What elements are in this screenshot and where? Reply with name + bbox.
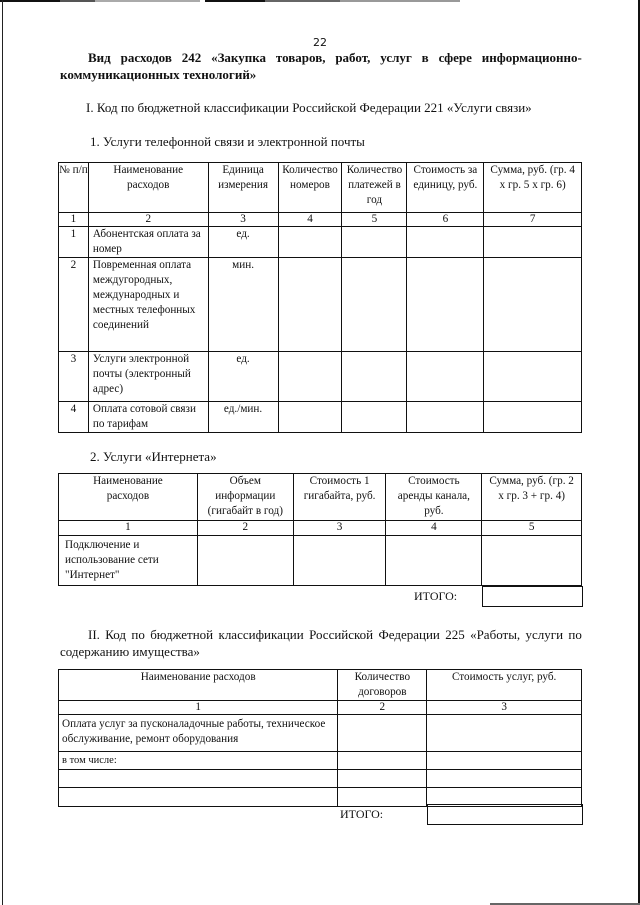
column-number: 1 [59,701,338,715]
cell-channel-rent[interactable] [386,536,482,586]
table-header-row [59,474,582,521]
cell-sum[interactable] [484,258,582,352]
row-name: Повременная оплата междугородных, международных и местных телефонных соединений [88,258,208,352]
column-number: 4 [386,521,482,536]
cell-unit-cost[interactable] [407,352,484,402]
row-number: 4 [59,402,89,433]
title-word: в [421,50,429,65]
row-name: Оплата услуг за пусконаладочные работы, техническое обслуживание, ремонт оборудования [59,715,338,752]
title-word: услуг [380,50,412,65]
cell-sum[interactable] [484,402,582,433]
table-row [59,536,582,586]
column-header: Стоимость 1 гигабайта, руб. [293,474,386,521]
column-number-row [59,521,582,536]
cell-volume[interactable] [197,536,293,586]
cell-sum[interactable] [482,536,582,586]
row-name: Абонентская оплата за номер [88,227,208,258]
table-header-row [59,163,582,213]
cell-unit-cost[interactable] [407,227,484,258]
column-header: Сумма, руб. (гр. 4 х гр. 5 х гр. 6) [484,163,582,213]
heading-word: Код [105,627,127,642]
table-row [59,258,582,352]
cell-count-numbers[interactable] [278,258,342,352]
column-header: Стоимость услуг, руб. [427,670,582,701]
table-header-row [59,670,582,701]
cell-count-numbers[interactable] [278,352,342,402]
column-number-row [59,701,582,715]
table-row [59,402,582,433]
table-row [59,715,582,752]
cell-sum[interactable] [484,352,582,402]
table-row [59,352,582,402]
telephone-email-table [58,162,582,433]
document-title [60,49,582,83]
cell-payments-per-year[interactable] [342,352,407,402]
column-header: Количество платежей в год [342,163,407,213]
cell-contracts-count[interactable] [338,788,427,807]
column-number: 2 [197,521,293,536]
column-number-row [59,213,582,227]
cell-contracts-count[interactable] [338,715,427,752]
column-number: 1 [59,521,198,536]
property-maintenance-table [58,669,582,807]
title-word: расходов [120,50,172,65]
column-header: № п/п [59,163,89,213]
table-row [59,227,582,258]
column-header: Объем информации (гигабайт в год) [197,474,293,521]
row-name[interactable] [59,770,338,788]
row-unit: мин. [208,258,278,352]
table-row [59,752,582,770]
column-number: 3 [208,213,278,227]
row-number: 2 [59,258,89,352]
title-word: товаров, [275,50,326,65]
row-name: Услуги электронной почты (электронный адрес) [88,352,208,402]
column-header: Стоимость аренды канала, руб. [386,474,482,521]
heading-word: бюджетной [150,627,214,642]
title-line-2: коммуникационных технологий» [60,67,257,82]
cell-payments-per-year[interactable] [342,258,407,352]
column-number: 7 [484,213,582,227]
cell-services-cost[interactable] [427,715,582,752]
row-unit: ед. [208,227,278,258]
heading-word: классификации [218,627,304,642]
column-number: 5 [342,213,407,227]
column-number: 2 [88,213,208,227]
cell-payments-per-year[interactable] [342,227,407,258]
title-word: работ, [335,50,371,65]
title-line-1 [60,49,582,66]
column-header: Количество номеров [278,163,342,213]
column-number: 6 [407,213,484,227]
title-word: сфере [438,50,472,65]
column-number: 1 [59,213,89,227]
cell-count-numbers[interactable] [278,402,342,433]
column-header: Наименование расходов [88,163,208,213]
column-number: 3 [427,701,582,715]
heading-word: «Работы, [470,627,521,642]
heading-word: Федерации [378,627,440,642]
heading-word: по [131,627,145,642]
cell-unit-cost[interactable] [407,258,484,352]
subsection-2-heading: 2. Услуги «Интернета» [90,449,217,464]
heading-word: 225 [445,627,465,642]
column-header: Наименование расходов [59,474,198,521]
column-header: Стоимость за единицу, руб. [407,163,484,213]
section-2-heading-line-2: содержанию имущества» [60,644,200,659]
column-header: Количество договоров [338,670,427,701]
table-row [59,770,582,788]
total-value-cell[interactable] [482,586,583,607]
cell-count-numbers[interactable] [278,227,342,258]
scan-edge-top [0,0,640,2]
cell-unit-cost[interactable] [407,402,484,433]
column-number: 2 [338,701,427,715]
cell-sum[interactable] [484,227,582,258]
column-header: Наименование расходов [59,670,338,701]
total-label: ИТОГО: [340,807,384,821]
cell-gb-cost[interactable] [293,536,386,586]
section-2-heading-line-1 [60,626,582,643]
column-header: Сумма, руб. (гр. 2 х гр. 3 + гр. 4) [482,474,582,521]
internet-services-table [58,473,582,586]
column-number: 5 [482,521,582,536]
cell-services-cost[interactable] [427,752,582,770]
section-1-heading: I. Код по бюджетной классификации Российской Федерации 221 «Услуги связи» [86,100,532,115]
total-value-cell[interactable] [427,804,583,825]
title-word: 242 [181,50,202,65]
title-word: Вид [88,50,111,65]
cell-payments-per-year[interactable] [342,402,407,433]
row-name: Оплата сотовой связи по тарифам [88,402,208,433]
row-unit: ед. [208,352,278,402]
subsection-1-heading: 1. Услуги телефонной связи и электронной почты [90,134,365,149]
cell-services-cost[interactable] [427,770,582,788]
column-header: Единица измерения [208,163,278,213]
title-word: «Закупка [211,50,267,65]
heading-word: по [568,627,582,642]
column-number: 3 [293,521,386,536]
scan-edge-left [2,0,3,905]
section-2-heading [60,626,582,660]
row-name[interactable] [59,788,338,807]
cell-contracts-count[interactable] [338,752,427,770]
row-name: Подключение и использование сети "Интернет" [59,536,198,586]
heading-word: Российской [309,627,374,642]
page-number: 22 [313,36,327,49]
total-label: ИТОГО: [414,589,458,603]
row-number: 3 [59,352,89,402]
row-number: 1 [59,227,89,258]
row-unit: ед./мин. [208,402,278,433]
title-word: информационно- [481,50,582,65]
cell-contracts-count[interactable] [338,770,427,788]
column-number: 4 [278,213,342,227]
heading-word: услуги [525,627,564,642]
row-name: в том числе: [59,752,338,770]
heading-word: II. [88,627,100,642]
